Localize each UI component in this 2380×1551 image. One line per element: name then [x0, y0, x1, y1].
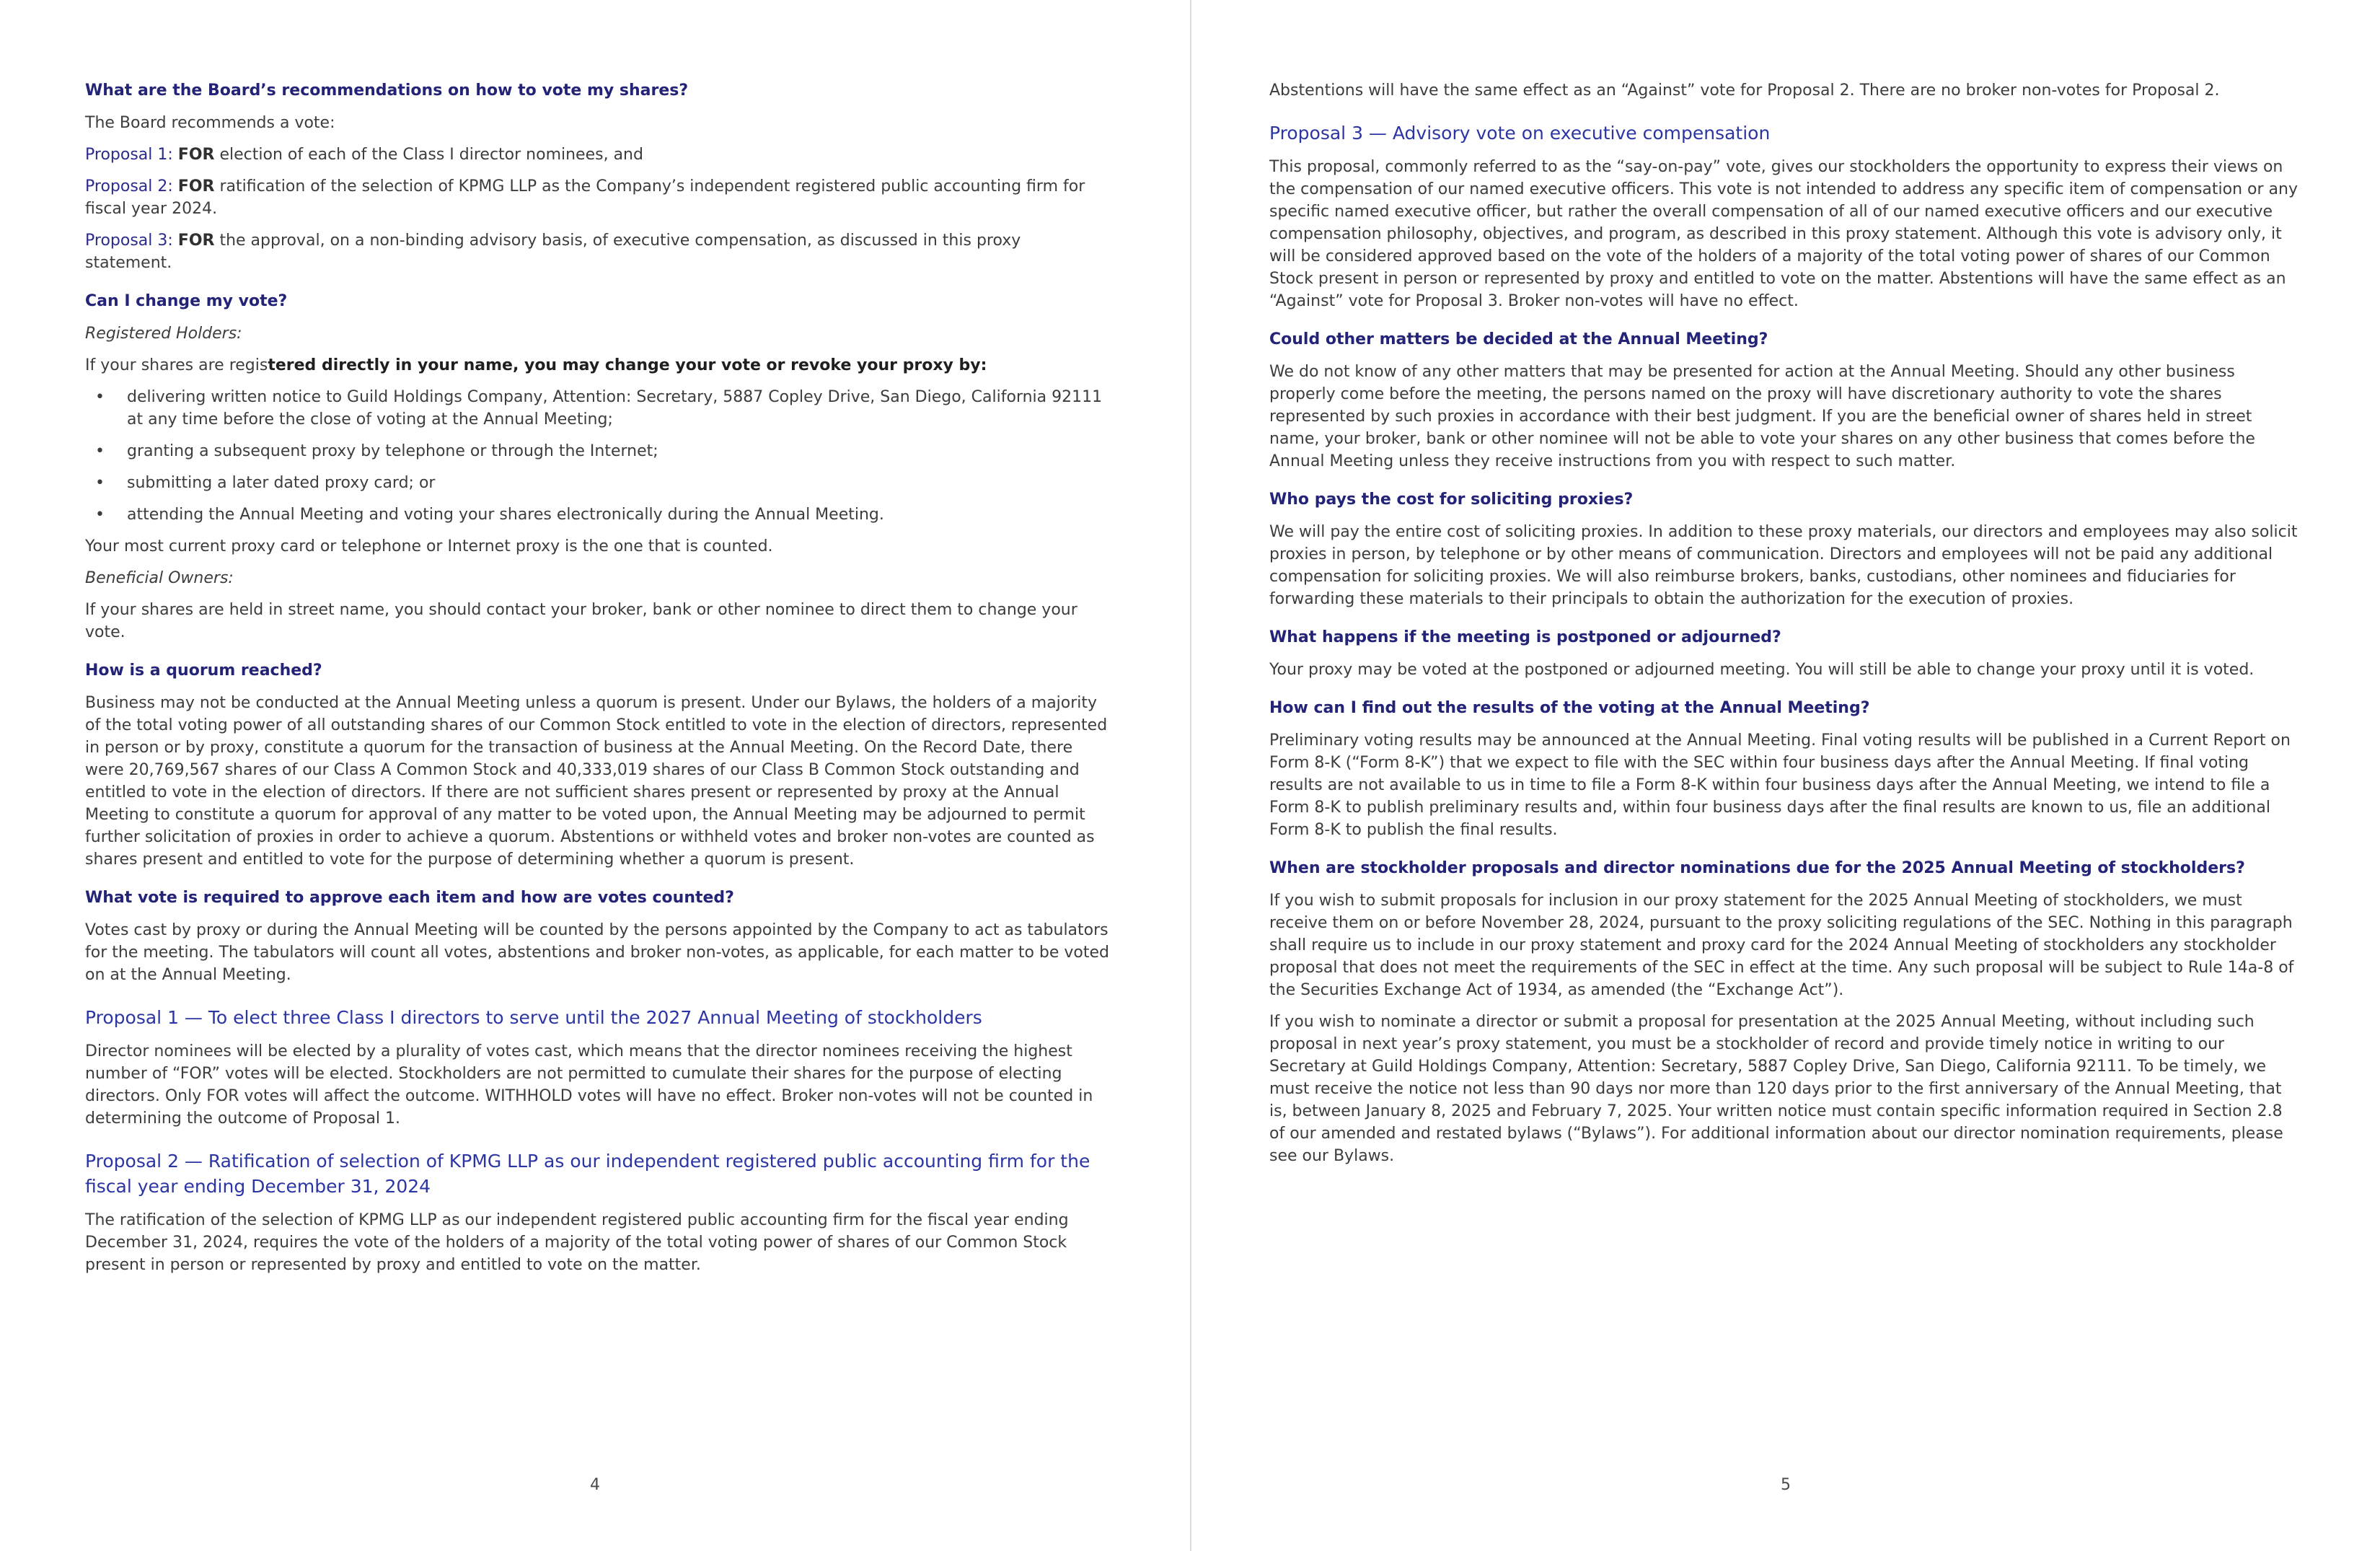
bullet-item-attend-meeting: • attending the Annual Meeting and voting your shares electronically during the Annual Meeting.: [85, 504, 1109, 526]
paragraph-other-matters: We do not know of any other matters that may be presented for action at the Annual Meeting. Should any other business properly come before the meeting, the persons named on the proxy will have discretionary authority to vote the shares represented by such proxies in accordance with their best judgment. If you are the beneficial owner of shares held in street name, your broker, bank or other nominee will not be able to vote your shares on any other business that comes before the Annual Meeting unless they receive instructions from you with respect to such matter.: [1269, 363, 2255, 470]
bullet-item-subsequent-proxy: • granting a subsequent proxy by telephone or through the Internet;: [85, 440, 1109, 462]
paragraph-proposal-2-details: The ratification of the selection of KPMG LLP as our independent registered public accounting firm for the fiscal year ending December 31, 2024, requires the vote of the holders of a majority of the total voting power of shares of our Common Stock present in person or represented by proxy and entitled to vote on the matter.: [85, 1211, 1069, 1274]
change-vote-bullet-list: [85, 386, 1109, 526]
change-intro-dark: tered directly in your name, you may change your vote or revoke your proxy by:: [268, 356, 987, 374]
paragraph-quorum: Business may not be conducted at the Annual Meeting unless a quorum is present. Under our Bylaws, the holders of a majority of the total voting power of all outstanding shares of our Common Stock entitled to vote in the election of directors, represented in person or by proxy, constitute a quorum for the transaction of business at the Annual Meeting. On the Record Date, there were 20,769,567 shares of our Class A Common Stock and 40,333,019 shares of our Class B Common Stock outstanding and entitled to vote in the election of directors. If there are not sufficient shares present or represented by proxy at the Annual Meeting to constitute a quorum for approval of any matter to be voted upon, the Annual Meeting may be adjourned to permit further solicitation of proxies in order to achieve a quorum. Abstentions or withheld votes and broker non-votes are counted as shares present and entitled to vote for the purpose of determining whether a quorum is present.: [85, 694, 1108, 869]
paragraph-postponed: Your proxy may be voted at the postponed or adjourned meeting. You will still be able to change your proxy until it is voted.: [1269, 661, 2255, 679]
paragraph-abstentions-proposal-2: Abstentions will have the same effect as an “Against” vote for Proposal 2. There are no broker non-votes for Proposal 2.: [1269, 82, 2220, 100]
page-number-4: 4: [590, 1476, 600, 1494]
question-heading-quorum: How is a quorum reached?: [85, 662, 322, 680]
proposal-1-label: Proposal 1:: [85, 146, 173, 164]
question-heading-who-pays: Who pays the cost for soliciting proxies?: [1269, 491, 1634, 509]
page-5: [1190, 0, 2380, 1551]
section-heading-proposal-3: Proposal 3 — Advisory vote on executive compensation: [1269, 123, 1771, 144]
paragraph-proposal-3-details: This proposal, commonly referred to as the “say-on-pay” vote, gives our stockholders the opportunity to express their views on the compensation of our named executive officers. This vote is not intended to address any specific item of compensation or any specific named executive officer, but rather the overall compensation of all of our named executive officers and our executive compensation philosophy, objectives, and program, as described in this proxy statement. Although this vote is advisory only, it will be considered approved based on the vote of the holders of a majority of the total voting power of shares of our Common Stock present in person or represented by proxy and entitled to vote on the matter. Abstentions will have the same effect as an “Against” vote for Proposal 3. Broker non-votes will have no effect.: [1269, 158, 2298, 310]
proposal-1-for: FOR: [177, 146, 215, 164]
paragraph-vote-required: Votes cast by proxy or during the Annual Meeting will be counted by the persons appointed by the Company to act as tabulators for the meeting. The tabulators will count all votes, abstentions and broker non-votes, as applicable, for each matter to be voted on at the Annual Meeting.: [85, 921, 1109, 984]
paragraph-deadlines-2: If you wish to nominate a director or submit a proposal for presentation at the 2025 Annual Meeting, without including such proposal in next year’s proxy statement, you must be a stockholder of record and provide timely notice in writing to our Secretary at Guild Holdings Company, Attention: Secretary, 5887 Copley Drive, San Diego, California 92111. To be timely, we must receive the notice not less than 90 days nor more than 120 days prior to the first anniversary of the Annual Meeting, that is, between January 8, 2025 and February 7, 2025. Your written notice must contain specific information required in Section 2.8 of our amended and restated bylaws (“Bylaws”). For additional information about our director nomination requirements, please see our Bylaws.: [1269, 1013, 2283, 1165]
paragraph-results: Preliminary voting results may be announced at the Annual Meeting. Final voting results will be published in a Current Report on Form 8-K (“Form 8-K”) that we expect to file with the SEC within four business days after the Annual Meeting. If final voting results are not available to us in time to file a Form 8-K within four business days after the Annual Meeting, we intend to file a Form 8-K to publish preliminary results and, within four business days after the final results are known to us, file an additional Form 8-K to publish the final results.: [1269, 731, 2291, 839]
subhead-registered-holders: Registered Holders:: [85, 325, 242, 343]
question-heading-results: How can I find out the results of the voting at the Annual Meeting?: [1269, 699, 1870, 717]
proposal-2-label: Proposal 2:: [85, 177, 173, 195]
paragraph-change-intro: [85, 354, 1109, 377]
question-heading-postponed: What happens if the meeting is postponed or adjourned?: [1269, 628, 1781, 646]
change-intro-normal: If your shares are regis: [85, 356, 268, 374]
proposal-3-for: FOR: [177, 232, 215, 250]
paragraph-current-proxy: Your most current proxy card or telephone or Internet proxy is the one that is counted.: [85, 537, 773, 555]
proposal-2-rest: ratification of the selection of KPMG LLP as the Company’s independent registered public accounting firm for fiscal year 2024.: [85, 177, 1085, 218]
question-heading-board-recommendations: What are the Board’s recommendations on how to vote my shares?: [85, 82, 689, 100]
paragraph-proposal-1-details: Director nominees will be elected by a plurality of votes cast, which means that the director nominees receiving the highest number of “FOR” votes will be elected. Stockholders are not permitted to cumulate their shares for the purpose of electing directors. Only FOR votes will affect the outcome. WITHHOLD votes will have no effect. Broker non-votes will not be counted in determining the outcome of Proposal 1.: [85, 1042, 1093, 1128]
page-number-5: 5: [1781, 1476, 1791, 1494]
paragraph-street-name: If your shares are held in street name, you should contact your broker, bank or other nominee to direct them to change your vote.: [85, 601, 1077, 641]
paragraph-proposal-3-recommendation: [85, 229, 1109, 274]
section-heading-proposal-2: Proposal 2 — Ratification of selection of KPMG LLP as our independent registered public accounting firm for the fiscal year ending December 31, 2024: [85, 1151, 1090, 1197]
proposal-3-rest: the approval, on a non-binding advisory basis, of executive compensation, as discussed in this proxy statement.: [85, 232, 1021, 272]
proposal-3-label: Proposal 3:: [85, 232, 173, 250]
question-heading-other-matters: Could other matters be decided at the Annual Meeting?: [1269, 330, 1768, 348]
paragraph-board-intro: The Board recommends a vote:: [85, 114, 335, 132]
question-heading-vote-required: What vote is required to approve each item and how are votes counted?: [85, 889, 734, 907]
bullet-item-later-dated-card: • submitting a later dated proxy card; or: [85, 472, 1109, 494]
paragraph-deadlines-1: If you wish to submit proposals for inclusion in our proxy statement for the 2025 Annual Meeting of stockholders, we must receive them on or before November 28, 2024, pursuant to the proxy soliciting regulations of the SEC. Nothing in this paragraph shall require us to include in our proxy statement and proxy card for the 2024 Annual Meeting of stockholders any stockholder proposal that does not meet the requirements of the SEC in effect at the time. Any such proposal will be subject to Rule 14a-8 of the Securities Exchange Act of 1934, as amended (the “Exchange Act”).: [1269, 892, 2294, 999]
paragraph-proposal-1-recommendation: [85, 144, 1109, 166]
section-heading-proposal-1: Proposal 1 — To elect three Class I directors to serve until the 2027 Annual Meeting of stockholders: [85, 1007, 982, 1028]
proposal-2-for: FOR: [177, 177, 215, 195]
proposal-1-rest: election of each of the Class I director nominees, and: [214, 146, 643, 164]
question-heading-change-vote: Can I change my vote?: [85, 292, 288, 310]
bullet-item-written-notice: • delivering written notice to Guild Holdings Company, Attention: Secretary, 5887 Copley Drive, San Diego, California 92111 at any time before the close of voting at the Annual Meeting;: [85, 386, 1109, 431]
paragraph-proposal-2-recommendation: [85, 175, 1109, 220]
paragraph-who-pays: We will pay the entire cost of soliciting proxies. In addition to these proxy materials, our directors and employees may also solicit proxies in person, by telephone or by other means of communication. Directors and employees will not be paid any additional compensation for soliciting proxies. We will also reimburse brokers, banks, custodians, other nominees and fiduciaries for forwarding these materials to their principals to obtain the authorization for the execution of proxies.: [1269, 523, 2298, 608]
question-heading-deadlines: When are stockholder proposals and director nominations due for the 2025 Annual Meeting of stockholders?: [1269, 859, 2245, 877]
subhead-beneficial-owners: Beneficial Owners:: [85, 569, 234, 587]
